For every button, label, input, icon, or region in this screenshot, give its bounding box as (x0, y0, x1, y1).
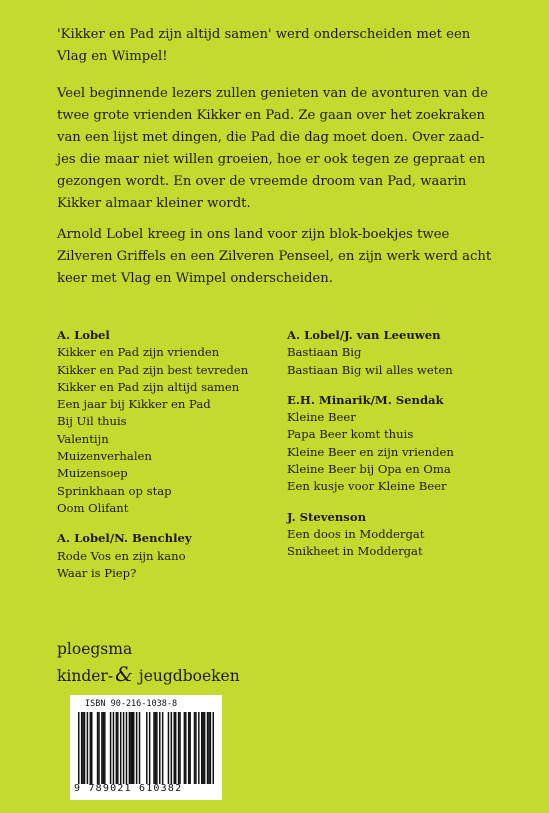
barcode-bar (159, 712, 160, 784)
barcode-bar (178, 712, 179, 784)
list-item: Kikker en Pad zijn altijd samen (57, 379, 240, 394)
list-item: Een kusje voor Kleine Beer (287, 479, 447, 494)
barcode-bar (194, 712, 195, 784)
barcode-bar (156, 712, 157, 784)
barcode-bar (129, 712, 130, 784)
barcode-bar (78, 712, 79, 784)
list-item: Papa Beer komt thuis (287, 427, 414, 442)
list-item: Muizensoep (57, 466, 128, 481)
barcode-bar (136, 712, 137, 784)
list-item: Snikheet in Moddergat (287, 544, 423, 559)
list-item: Kikker en Pad zijn best tevreden (57, 362, 249, 377)
barcode-bar (84, 712, 85, 784)
barcode-bar (126, 712, 127, 784)
barcode-bar (101, 712, 102, 784)
ampersand-glyph: & (115, 662, 133, 686)
barcode-bar (210, 712, 211, 784)
barcode-bar (123, 712, 124, 784)
booklist-right-column (287, 327, 517, 561)
barcode-bar (139, 712, 140, 784)
list-item: Kleine Beer (287, 410, 356, 425)
blurb-summary: Veel beginnende lezers zullen genieten van de avonturen van de twee grote vrienden Kikker en Pad. Ze gaan over het zoekraken van een lijst met dingen, die Pad die dag moet doen. Over zaad-jes die maar niet willen groeien, hoe er ook tegen ze gepraat en gezongen wordt. En over de vreemde droom van Pad, waarin Kikker almaar kleiner wordt. (57, 86, 488, 211)
list-item: Kleine Beer bij Opa en Oma (287, 462, 451, 477)
list-item: Een jaar bij Kikker en Pad (57, 397, 211, 412)
list-item: Kikker en Pad zijn vrienden (57, 345, 220, 360)
publisher-name: ploegsma (57, 640, 133, 658)
barcode-bar (87, 712, 88, 784)
barcode-bar (133, 712, 134, 784)
barcode-bar (184, 712, 185, 784)
barcode-bar (198, 712, 199, 784)
barcode-bar (91, 712, 92, 784)
barcode-bar (213, 712, 214, 784)
isbn-number: ISBN 90-216-1038-8 (85, 699, 178, 709)
barcode-bar (201, 712, 202, 784)
barcode-bar (208, 712, 209, 784)
list-author: J. Stevenson (287, 509, 366, 524)
barcode-bar (132, 712, 133, 784)
barcode-bar (155, 712, 156, 784)
barcode-bar (97, 712, 98, 784)
barcode-bar (90, 712, 91, 784)
list-author: E.H. Minarik/M. Sendak (287, 392, 444, 407)
barcode-bar (153, 712, 154, 784)
barcode-bar (195, 712, 196, 784)
barcode-bar (82, 712, 83, 784)
list-item: Kleine Beer en zijn vrienden (287, 444, 454, 459)
barcode-bar (185, 712, 186, 784)
barcode-bar (179, 712, 180, 784)
blurb-author-awards: Arnold Lobel kreeg in ons land voor zijn blok-boekjes twee Zilveren Griffels en een Zilveren Penseel, en zijn werk werd acht keer met Vlag en Wimpel onderscheiden. (57, 227, 492, 286)
barcode-bar (149, 712, 150, 784)
barcode-bar (117, 712, 118, 784)
list-item: Sprinkhaan op stap (57, 483, 172, 498)
barcode-bar (81, 712, 82, 784)
isbn-barcode-label (70, 695, 222, 800)
barcode-bar (173, 712, 174, 784)
barcode-bar (146, 712, 147, 784)
barcode-bar (113, 712, 114, 784)
barcode-bar (202, 712, 203, 784)
barcode-bar (120, 712, 121, 784)
list-item: Een doos in Moddergat (287, 526, 425, 541)
barcode-bar (110, 712, 111, 784)
list-item: Oom Olifant (57, 500, 129, 515)
list-author: A. Lobel/N. Benchley (57, 531, 192, 546)
barcode-bar (207, 712, 208, 784)
list-item: Bastiaan Big wil alles weten (287, 362, 453, 377)
barcode-bar (162, 712, 163, 784)
barcode-bar (116, 712, 117, 784)
list-item: Waar is Piep? (57, 565, 137, 580)
barcode-bar (188, 712, 189, 784)
list-author: A. Lobel (57, 328, 110, 342)
list-item: Bij Uil thuis (57, 414, 127, 429)
publisher-logo (57, 637, 240, 689)
barcode-bar (189, 712, 190, 784)
barcode-bar (204, 712, 205, 784)
list-item: Muizenverhalen (57, 449, 152, 464)
publisher-imprint (57, 662, 240, 689)
blurb-award-line: 'Kikker en Pad zijn altijd samen' werd onderscheiden met een Vlag en Wimpel! (57, 27, 471, 64)
barcode-bar (175, 712, 176, 784)
list-item: Rode Vos en zijn kano (57, 548, 186, 563)
barcode-bar (103, 712, 104, 784)
barcode-bar (98, 712, 99, 784)
list-item: Bastiaan Big (287, 345, 362, 360)
booklist-left-column (57, 327, 277, 582)
imprint-jeugdboeken: jeugdboeken (138, 667, 240, 685)
list-author: A. Lobel/J. van Leeuwen (287, 328, 441, 342)
barcode-bar (130, 712, 131, 784)
barcode-bar (171, 712, 172, 784)
list-item: Valentijn (57, 431, 109, 446)
barcode-bars (78, 712, 214, 784)
barcode-bar (104, 712, 105, 784)
ean-digits: 9 789021 610382 (74, 783, 183, 794)
barcode-bar (168, 712, 169, 784)
imprint-kinder: kinder- (57, 667, 114, 685)
